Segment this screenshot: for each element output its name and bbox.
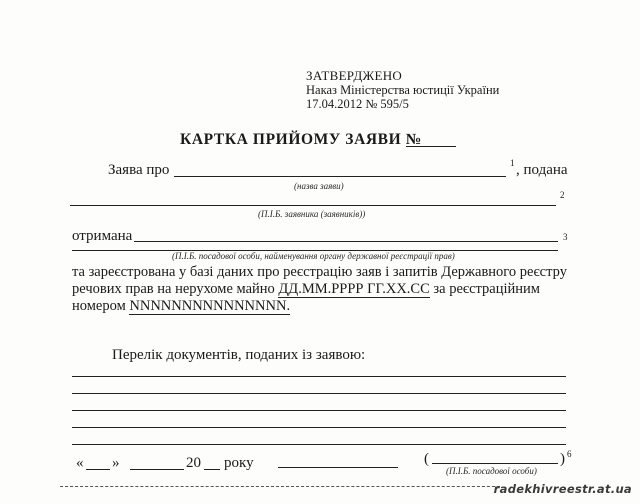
official-paren-close: ) xyxy=(560,451,565,467)
document-line-4 xyxy=(72,427,566,428)
document-line-1 xyxy=(72,376,566,377)
application-caption: (назва заяви) xyxy=(294,181,344,191)
documents-title: Перелік документів, поданих із заявою: xyxy=(112,347,366,363)
approval-date: 17.04.2012 № 595/5 xyxy=(306,97,409,111)
month-blank xyxy=(130,469,184,470)
received-label: отримана xyxy=(72,228,133,244)
footnote-2: 2 xyxy=(560,190,565,200)
registration-number-label: номером xyxy=(72,298,126,314)
application-name-line xyxy=(174,176,506,177)
document-line-3 xyxy=(72,410,566,411)
approval-order: Наказ Міністерства юстиції України xyxy=(306,83,500,97)
registration-datetime-format: ДД.ММ.РРРР ГГ.ХХ.СС xyxy=(278,281,430,297)
watermark: radekhivreestr.at.ua xyxy=(493,482,632,496)
footnote-1: 1 xyxy=(510,158,515,168)
year-suffix: року xyxy=(224,455,254,471)
registration-number-format: NNNNNNNNNNNNNNN. xyxy=(129,298,291,314)
year-prefix: 20 xyxy=(186,455,201,471)
signature-line xyxy=(278,467,398,468)
official-paren-open: ( xyxy=(424,451,429,467)
card-title: КАРТКА ПРИЙОМУ ЗАЯВИ № xyxy=(180,131,422,148)
received-line-1 xyxy=(134,241,558,242)
day-open-quote: « xyxy=(76,455,84,471)
footnote-6: 6 xyxy=(567,449,572,459)
registration-text-before: та зареєстрована у базі даних про реєстрацію заяв і запитів Державного реєстру речових прав на нерухоме майно xyxy=(72,264,567,297)
official-caption: (П.І.Б. посадової особи) xyxy=(446,466,537,476)
application-filed-text: , подана xyxy=(516,162,568,178)
registration-text-after: за реєстраційним xyxy=(433,281,540,297)
application-label: Заява про xyxy=(108,162,170,178)
registration-paragraph xyxy=(72,264,582,315)
footnote-3: 3 xyxy=(563,232,568,242)
day-blank xyxy=(86,469,110,470)
document-line-5 xyxy=(72,444,566,445)
document-line-2 xyxy=(72,393,566,394)
applicant-caption: (П.І.Б. заявника (заявників)) xyxy=(258,209,366,219)
official-name-line xyxy=(432,463,558,464)
applicant-line xyxy=(70,205,556,206)
card-number-blank xyxy=(406,146,456,147)
day-close-quote: » xyxy=(112,455,120,471)
scan-edge-divider xyxy=(60,486,500,487)
year-blank xyxy=(204,469,220,470)
approval-title: ЗАТВЕРДЖЕНО xyxy=(306,68,403,83)
received-caption: (П.І.Б. посадової особи, найменування органу державної реєстрації прав) xyxy=(172,251,455,261)
